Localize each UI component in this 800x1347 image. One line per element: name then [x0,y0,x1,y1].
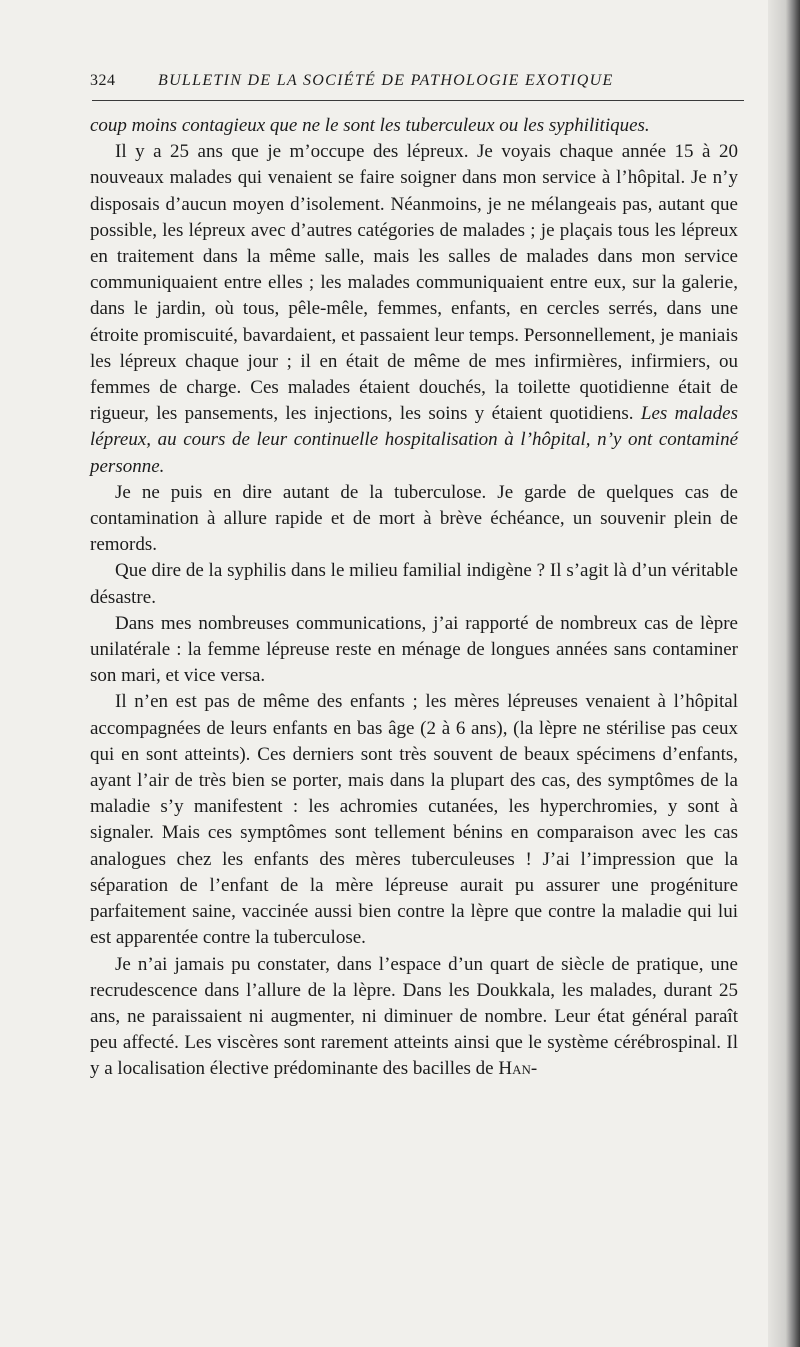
italic-run: coup moins contagieux que ne le sont les tuberculeux ou les syphilitiques. [90,115,650,136]
running-title: BULLETIN DE LA SOCIÉTÉ DE PATHOLOGIE EXOTIQUE [158,72,614,89]
paragraph [90,480,738,559]
text-run: Il y a 25 ans que je m’occupe des lépreux. Je voyais chaque année 15 à 20 nouveaux malades qui venaient se faire soigner dans mon service à l’hôpital. Je n’y disposais d’aucun moyen d’isolement. Néanmoins, je ne mélangeais pas, autant que possible, les lépreux avec d’autres catégories de malades ; je plaçais tous les lépreux en traitement dans la même salle, mais les salles de malades dans mon service communiquaient entre elles ; les malades communiquaient entre eux, sur la galerie, dans le jardin, où tous, pêle-mêle, femmes, enfants, en cercles serrés, dans une étroite promiscuité, bavardaient, et passaient leur temps. Personnellement, je maniais les lépreux chaque jour ; il en était de même de mes infirmières, infirmiers, ou femmes de charge. Ces malades étaient douchés, la toilette quotidienne était de rigueur, les pansements, les injections, les soins y étaient quotidiens. [90,141,738,425]
text-run: Je n’ai jamais pu constater, dans l’espace d’un quart de siècle de pratique, une recrudescence dans l’allure de la lèpre. Dans les Doukkala, les malades, durant 25 ans, ne paraissaient ni augmenter, ni diminuer de nombre. Leur état général paraît peu affecté. Les viscères sont rarement atteints ainsi que le système cérébrospinal. Il y a localisation élective prédominante des bacilles de [90,953,738,1080]
paragraph [90,689,738,951]
paragraph [90,139,738,480]
paragraph [90,113,738,139]
header-rule [92,100,744,101]
text-run: Il n’en est pas de même des enfants ; les mères lépreuses venaient à l’hôpital accompagnées de leurs enfants en bas âge (2 à 6 ans), (la lèpre ne stérilise pas ceux qui en sont atteints). Ces derniers sont très souvent de beaux spécimens d’enfants, ayant l’air de très bien se porter, mais dans la plupart des cas, des symptômes de la maladie s’y manifestent : les achromies cutanées, les hyperchromies, y sont à signaler. Mais ces symptômes sont tellement bénins en comparaison avec les cas analogues chez les enfants des mères tuberculeuses ! J’ai l’impression que la séparation de l’enfant de la mère lépreuse aurait pu assurer une progéniture parfaitement saine, vaccinée aussi bien contre la lèpre que contre la maladie qui lui est apparentée contre la tuberculose. [90,691,738,949]
page-edge-shadow [768,0,800,1347]
text-run: Dans mes nombreuses communications, j’ai rapporté de nombreux cas de lèpre unilatérale : la femme lépreuse reste en ménage de longues années sans contaminer son mari, et vice versa. [90,612,738,687]
text-run: Je ne puis en dire autant de la tuberculose. Je garde de quelques cas de contamination à allure rapide et de mort à brève échéance, un souvenir plein de remords. [90,481,738,556]
page-number: 324 [90,72,116,89]
paragraph [90,558,738,610]
italic-run: Les malades lépreux, au cours de leur continuelle hospitalisation à l’hôpital, n’y ont contaminé personne. [90,403,738,477]
paragraph [90,611,738,690]
text-run: Que dire de la syphilis dans le milieu familial indigène ? Il s’agit là d’un véritable désastre. [90,560,738,608]
body-text [90,113,738,1083]
paragraph [90,952,738,1083]
running-header [90,72,740,90]
smallcaps-run: Han- [498,1058,538,1080]
